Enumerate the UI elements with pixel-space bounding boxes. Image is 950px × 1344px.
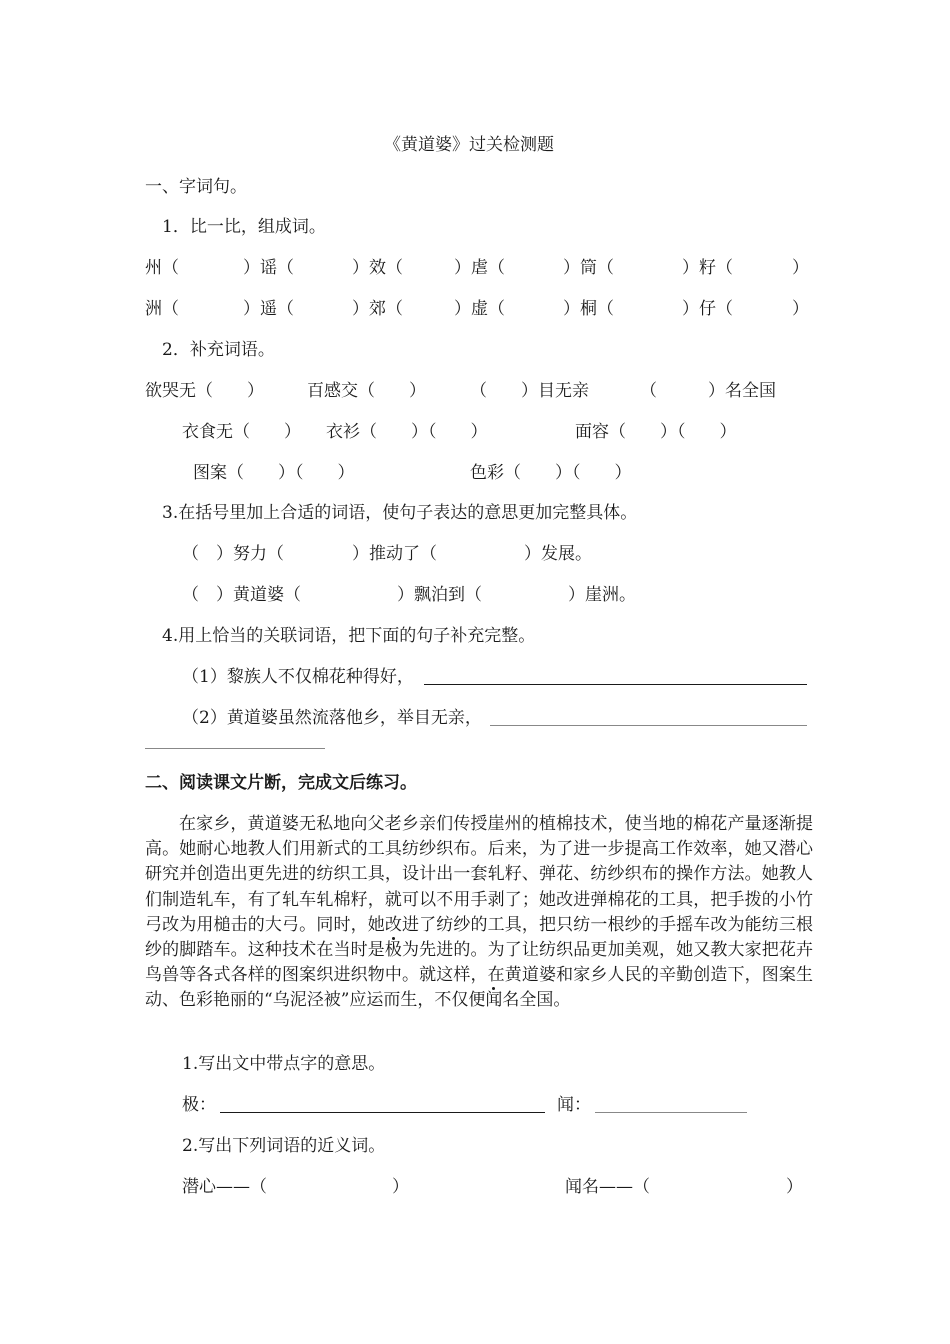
answer-line[interactable] [595,1112,747,1113]
s2-q1-label: 1.写出文中带点字的意思。 [182,1054,386,1074]
q1-row1-cell: ）籽（ [682,258,733,278]
passage-text: 在家乡，黄道婆无私地向父老乡亲们传授崖州的植棉技术，使当地的棉花产量逐渐提高。她耐心地教人们用新式的工具纺纱织布。后来，为了进一步提高工作效率，她又潜心研究并创造出更先进的纺织工具，设计出一套轧籽、弹花、纺纱织布的操作方法。她教人们制造轧车，有了轧车轧棉籽，就可以不用手剥了；她改进弹棉花的工具，把手拨的小竹弓改为用槌击的大弓。同时，她改进了纺纱的工具，把只纺一根纱的手摇车改为能纺三根纱的脚踏车。这种技术在当时是 [145,814,813,961]
s2-q1-a: 极： [182,1095,216,1115]
s2-q2-b-end: ） [786,1177,803,1197]
q1-row1-cell: ）谣（ [243,258,294,278]
q1-row2-cell: ） [792,299,809,319]
q2-item: （ ）目无亲 [470,381,589,401]
reading-passage [145,812,813,1014]
q2-item: 衣食无（ ） [182,422,301,442]
q1-label: 1．比一比，组成词。 [162,217,326,237]
dotted-char-wen: 闻 [485,990,503,1011]
q1-row2-cell: ）仔（ [682,299,733,319]
q3-label: 3.在括号里加上合适的词语，使句子表达的意思更加完整具体。 [162,503,638,523]
q1-row1-cell: ）虐（ [454,258,505,278]
q2-item: 图案（ ）（ ） [193,463,355,483]
q1-row2-cell: ）桐（ [563,299,614,319]
q2-label: 2．补充词语。 [162,340,275,360]
q3-sentence: ）发展。 [524,544,592,564]
dotted-char-ji: 极 [384,940,402,961]
q3-sentence: ）推动了（ [352,544,437,564]
page-title: 《黄道婆》过关检测题 [384,135,554,155]
q2-item: 衣衫（ ）（ ） [326,422,488,442]
q4-sentence2: （2）黄道婆虽然流落他乡，举目无亲， [182,708,482,728]
q1-row1-cell: 州（ [145,258,179,278]
q2-item: 欲哭无（ ） [145,381,264,401]
q1-row2-cell: ）遥（ [243,299,294,319]
section1-heading: 一、字词句。 [145,177,247,197]
q1-row1-cell: ）效（ [352,258,403,278]
q1-row1-cell: ）筒（ [563,258,614,278]
s2-q2-a: 潜心——（ [182,1177,267,1197]
q2-item: （ ）名全国 [640,381,776,401]
passage-text: 名全国。 [502,990,571,1011]
s2-q2-a-end: ） [392,1177,409,1197]
answer-line[interactable] [490,725,807,726]
q3-sentence: （ ）努力（ [182,544,284,564]
passage-text: 为先进的。为了让纺织品更加美观，她又教大家把花卉鸟兽等各式各样的图案织进织物中。就这样，在黄道婆和家乡人民的辛勤创造下，图案生动、色彩艳丽的“乌泥泾被”应运而生，不仅便 [145,940,814,1011]
q4-label: 4.用上恰当的关联词语，把下面的句子补充完整。 [162,626,536,646]
q1-row1-cell: ） [792,258,809,278]
answer-line[interactable] [424,684,807,685]
q2-item: 面容（ ）（ ） [575,422,737,442]
q3-sentence: ）飘泊到（ [397,585,482,605]
answer-line[interactable] [145,748,325,749]
q3-sentence: （ ）黄道婆（ [182,585,301,605]
q3-sentence: ）崖洲。 [568,585,636,605]
q1-row2-cell: 洲（ [145,299,179,319]
s2-q2-label: 2.写出下列词语的近义词。 [182,1136,386,1156]
section2-heading: 二、阅读课文片断，完成文后练习。 [145,773,417,793]
s2-q1-b: 闻： [557,1095,591,1115]
q4-sentence1: （1）黎族人不仅棉花种得好， [182,667,414,687]
q2-item: 色彩（ ）（ ） [470,463,632,483]
q1-row2-cell: ）虚（ [454,299,505,319]
s2-q2-b: 闻名——（ [565,1177,650,1197]
answer-line[interactable] [220,1112,545,1113]
q2-item: 百感交（ ） [307,381,426,401]
q1-row2-cell: ）郊（ [352,299,403,319]
